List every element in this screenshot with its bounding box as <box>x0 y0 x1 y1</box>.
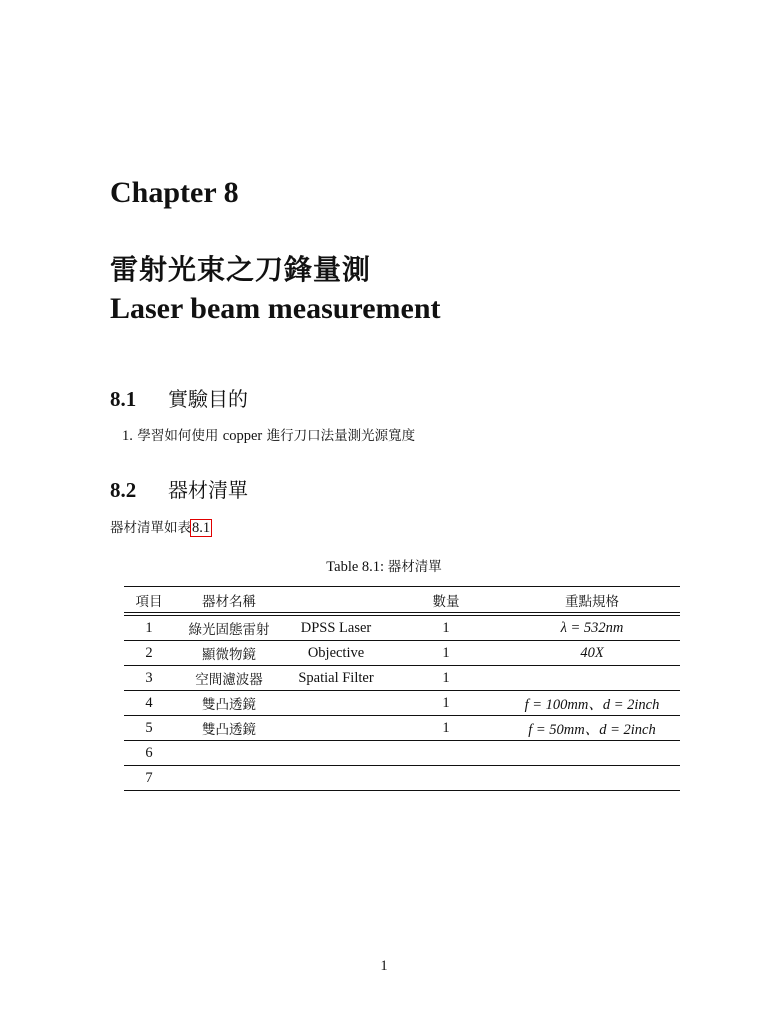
cell-spec <box>504 766 680 791</box>
list-text-term: copper <box>222 428 263 444</box>
table-header-row <box>124 587 680 615</box>
cell-number: 7 <box>145 769 153 786</box>
table-row <box>124 666 680 691</box>
header-name: 器材名稱 <box>174 587 284 615</box>
table-row <box>124 766 680 791</box>
cell-spec <box>504 741 680 766</box>
cell-name-zh: 綠光固態雷射 <box>188 622 270 638</box>
cell-quantity: 1 <box>442 694 450 711</box>
list-text-part2: 進行刀口法量測光源寬度 <box>266 428 416 444</box>
cell-name-en <box>284 741 388 766</box>
cell-name-zh <box>174 741 284 766</box>
caption-title: 器材清單 <box>387 559 442 575</box>
cell-quantity <box>388 741 504 766</box>
page-number: 1 <box>380 958 388 974</box>
table-row <box>124 741 680 766</box>
cell-number: 3 <box>145 669 153 686</box>
cell-quantity: 1 <box>442 619 450 636</box>
table-row <box>124 641 680 666</box>
equipment-intro <box>110 516 211 537</box>
chapter-title-english: Laser beam measurement <box>110 292 441 325</box>
section-heading-equipment <box>110 474 248 503</box>
cell-spec: f = 100mm、d = 2inch <box>524 696 660 713</box>
cell-spec: f = 50mm、d = 2inch <box>528 721 656 738</box>
cell-spec <box>504 666 680 691</box>
chapter-title-chinese: 雷射光束之刀鋒量測 <box>110 253 372 286</box>
cell-name-en: Spatial Filter <box>298 669 374 686</box>
table-row <box>124 716 680 741</box>
cell-quantity: 1 <box>442 719 450 736</box>
cell-spec: 40X <box>580 644 604 661</box>
table-row <box>124 614 680 641</box>
list-item <box>122 424 415 445</box>
header-name-en <box>284 587 388 615</box>
cell-name-en: DPSS Laser <box>300 619 372 636</box>
cell-number: 5 <box>145 719 153 736</box>
list-text-part1: 學習如何使用 <box>137 428 219 444</box>
intro-text: 器材清單如表 <box>110 520 191 536</box>
cell-name-en <box>284 691 388 716</box>
cell-name-zh <box>174 766 284 791</box>
table-row <box>124 691 680 716</box>
section-title: 實驗目的 <box>168 387 248 411</box>
section-number: 8.2 <box>110 478 137 502</box>
cell-quantity: 1 <box>442 644 450 661</box>
caption-prefix: Table 8.1: <box>326 559 385 575</box>
cell-name-en: Objective <box>307 644 365 661</box>
objective-list <box>122 424 415 445</box>
header-item: 項目 <box>124 587 174 615</box>
table-caption <box>0 555 768 576</box>
cell-number: 1 <box>145 619 153 636</box>
chapter-label: Chapter 8 <box>110 176 239 209</box>
equipment-table <box>124 586 680 791</box>
cell-name-zh: 空間濾波器 <box>195 672 263 688</box>
section-heading-objective <box>110 383 248 412</box>
list-marker: 1. <box>122 428 133 444</box>
cell-number: 2 <box>145 644 153 661</box>
cell-quantity: 1 <box>442 669 450 686</box>
cell-name-zh: 雙凸透鏡 <box>202 697 256 713</box>
cell-name-zh: 顯微物鏡 <box>202 647 256 663</box>
cell-spec: λ = 532nm <box>560 619 624 636</box>
cell-name-en <box>284 716 388 741</box>
cell-quantity <box>388 766 504 791</box>
header-quantity: 數量 <box>388 587 504 615</box>
cell-name-zh: 雙凸透鏡 <box>202 722 256 738</box>
table-reference-link[interactable]: 8.1 <box>192 520 211 536</box>
cell-number: 6 <box>145 744 153 761</box>
cell-name-en <box>284 766 388 791</box>
header-spec: 重點規格 <box>504 587 680 615</box>
section-number: 8.1 <box>110 387 137 411</box>
cell-number: 4 <box>145 694 153 711</box>
section-title: 器材清單 <box>168 478 248 502</box>
